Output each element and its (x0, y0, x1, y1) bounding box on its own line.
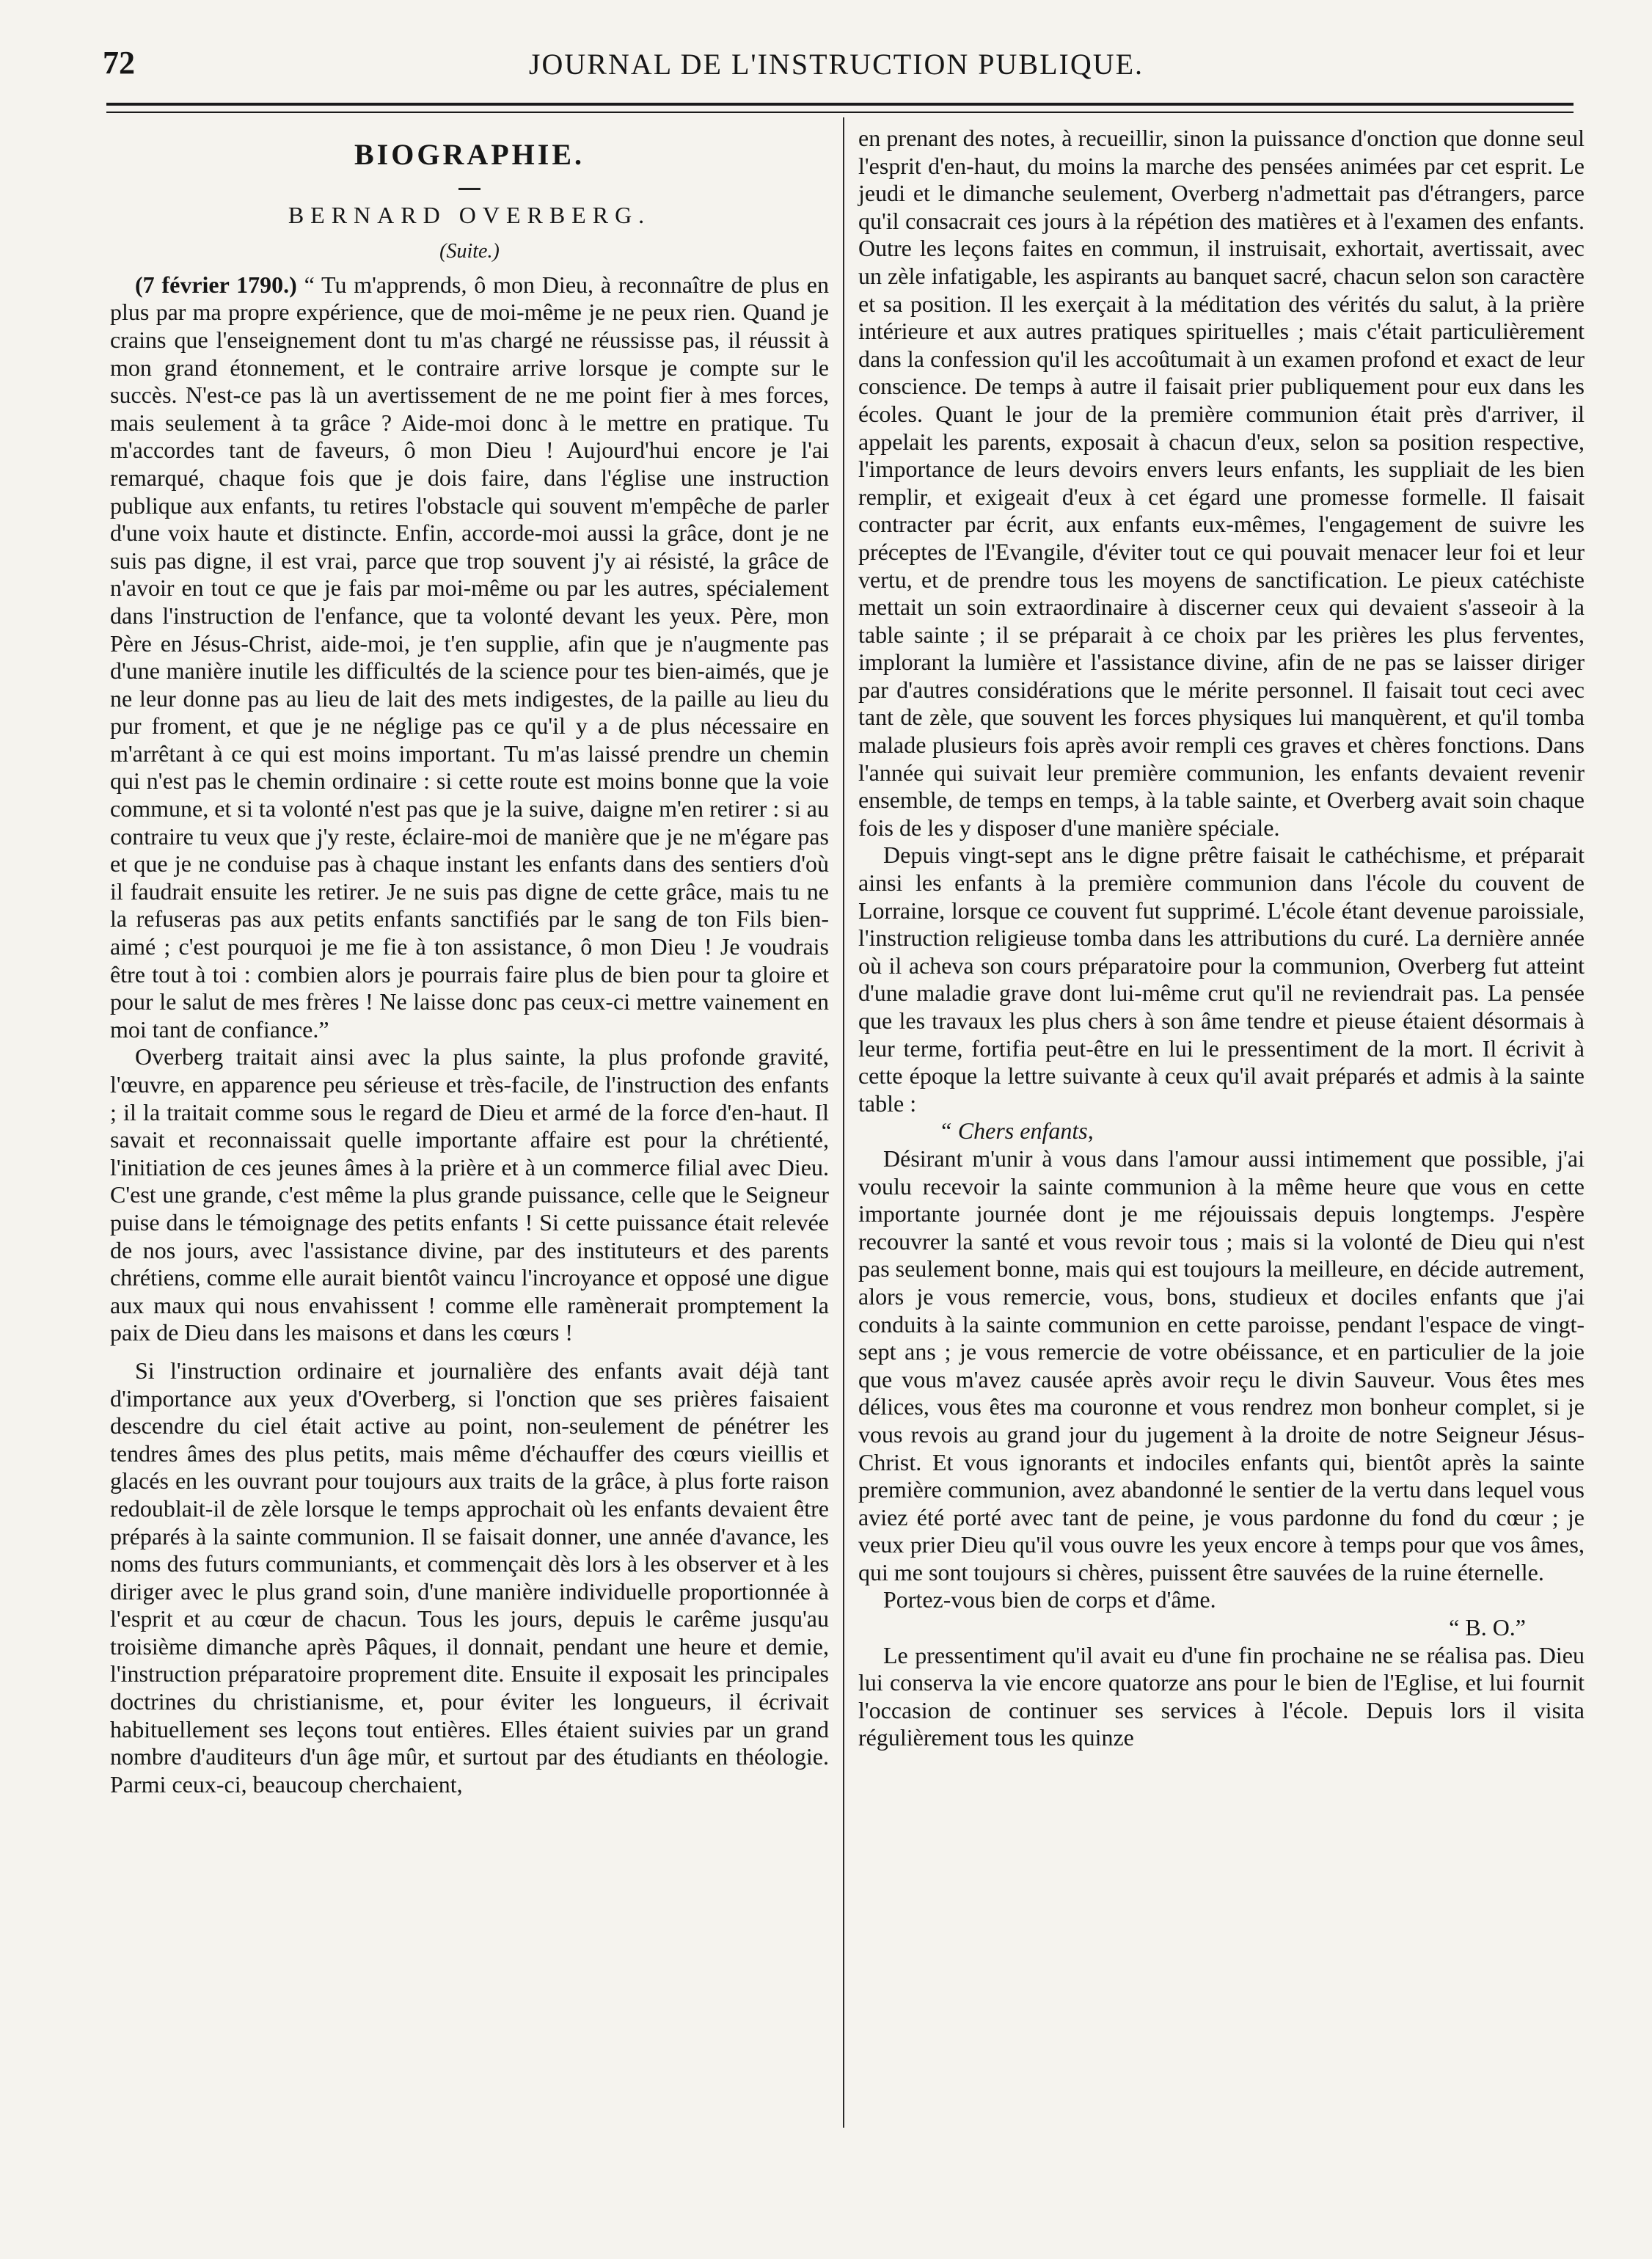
right-column (858, 125, 1585, 1752)
paragraph: en prenant des notes, à recueillir, sinon la puissance d'onction que donne seul l'esprit d'en-haut, du moins la marche des pensées animées par cet esprit. Le jeudi et le dimanche seulement, Overberg n'admettait pas d'étrangers, parce qu'il consacrait ces jours à la répétion des matières et à l'examen des enfants. Outre les leçons faites en commun, il instruisait, exhortait, avertissait, avec un zèle infatigable, les aspirants au banquet sacré, chacun selon son caractère et sa position. Il les exerçait à la méditation des vérités du salut, à la prière intérieure et aux autres pratiques spirituelles ; mais c'était particulièrement dans la confession qu'il les accoûtumait à un examen profond et exact de leur conscience. De temps à autre il faisait prier publiquement pour eux dans les écoles. Quant le jour de la première communion était près d'arriver, il appelait les parents, exposait à chacun d'eux, selon sa position respective, l'importance de leurs devoirs envers leurs enfants, les suppliait de les bien remplir, et exigeait d'eux à cet égard une promesse formelle. Il faisait contracter par écrit, aux enfants eux-mêmes, l'engagement de suivre les préceptes de l'Evangile, d'éviter tout ce qui pouvait menacer leur foi et leur vertu, et de prendre tous les moyens de sanctification. Le pieux catéchiste mettait un soin extraordinaire à discerner ceux qui devaient s'asseoir à la table sainte ; il se préparait à ce choix par les prières les plus ferventes, implorant la lumière et l'assistance divine, afin de ne pas se laisser diriger par d'autres considérations que le mérite personnel. Il faisait tout ceci avec tant de zèle, que souvent les forces physiques lui manquèrent, et qu'il tomba malade plusieurs fois après avoir rempli ces graves et chères fonctions. Dans l'année qui suivait leur première communion, les enfants devaient revenir ensemble, de temps en temps, à la table sainte, et Overberg avait soin chaque fois de les y disposer d'une manière spéciale. (858, 125, 1585, 841)
paragraph: Le pressentiment qu'il avait eu d'une fin prochaine ne se réalisa pas. Dieu lui conserva la vie encore quatorze ans pour le bien de l'Eglise, et lui fournit l'occasion de continuer ses services à l'école. Depuis lors il visita régulièrement tous les quinze (858, 1641, 1585, 1751)
paragraph (110, 271, 829, 1044)
paragraph: Depuis vingt-sept ans le digne prêtre faisait le cathéchisme, et préparait ainsi les enfants à la première communion dans l'école du couvent de Lorraine, lorsque ce couvent fut supprimé. L'école étant devenue paroissiale, l'instruction religieuse tomba dans les attributions du curé. La dernière année où il acheva son cours préparatoire pour la communion, Overberg fut atteint d'une maladie grave dont lui-même crut qu'il ne reviendrait pas. La pensée que les travaux les plus chers à son âme tendre et pieuse étaient désormais à leur terme, fortifia peut-être en lui le pressentiment de la mort. Il écrivit à cette époque la lettre suivante à ceux qu'il avait préparés et admis à la sainte table : (858, 842, 1585, 1117)
paragraph: Désirant m'unir à vous dans l'amour aussi intimement que possible, j'ai voulu recevoir la sainte communion à la même heure que vous en cette importante journée dont je me réjouissais depuis longtemps. J'espère recouvrer la santé et vous revoir tous ; mais si la volonté de Dieu qui n'est pas seulement bonne, mais qui est toujours la meilleure, en décide autrement, alors je vous remercie, vous, bons, studieux et dociles enfants que j'ai conduits à la sainte communion en cette paroisse, pendant l'espace de vingt-sept ans ; je vous remercie de votre obéissance, et en particulier de la joie que vous m'avez causée après avoir reçu le divin Sauveur. Vous êtes mes délices, vous êtes ma couronne et vous rendrez mon bonheur complet, si je vous revois au grand jour du jugement à la droite de notre Seigneur Jésus-Christ. Et vous ignorants et indociles enfants qui, bientôt après la sainte première communion, avez abandonné le sentier de la vertu dans lequel vous aviez été porté avec tant de peine, je vous pardonne du fond du cœur ; je veux prier Dieu qu'il vous ouvre les yeux encore à temps pour que vos âmes, qui me sont toujours si chères, puissent être sauvées de la ruine éternelle. (858, 1145, 1585, 1585)
journal-title: JOURNAL DE L'INSTRUCTION PUBLIQUE. (528, 48, 1144, 81)
biography-subject: BERNARD OVERBERG. (288, 201, 651, 228)
letter-salutation: “ Chers enfants, (939, 1117, 1094, 1145)
header-rule-thick (106, 103, 1574, 106)
column-divider (843, 117, 844, 2128)
letter-signature: “ B. O.” (1449, 1614, 1526, 1641)
paragraph-text: “ Tu m'apprends, ô mon Dieu, à reconnaître de plus en plus par ma propre expérience, que de moi-même je ne peux rien. Quand je crains que l'enseignement dont tu m'as chargé ne réussisse pas, il réussit à mon grand étonnement, et le contraire arrive lorsque je compte sur le succès. N'est-ce pas là un avertissement de ne me point fier à mes forces, mais seulement à ta grâce ? Aide-moi donc à le mettre en pratique. Tu m'accordes tant de faveurs, ô mon Dieu ! Aujourd'hui encore je l'ai remarqué, chaque fois que je dois faire, dans l'église une instruction publique aux enfants, tu retires l'obstacle qui souvent m'empêche de parler d'une voix haute et distincte. Enfin, accorde-moi aussi la grâce, dont je ne suis pas digne, il est vrai, parce que trop souvent j'y ai résisté, la grâce de n'avoir en tout ce que je fais par moi-même ou par les autres, spécialement dans l'instruction de l'enfance, que ta volonté devant les yeux. Père, mon Père en Jésus-Christ, aide-moi, je t'en supplie, afin que je n'augmente pas d'une manière inutile les difficultés de la science pour tes bien-aimés, que je ne leur donne pas au lieu de lait des mets indigestes, de la paille au lieu du pur froment, et que je ne néglige pas ce qu'il y a de plus nécessaire en m'arrêtant à ce qui est moins important. Tu m'as laissé prendre un chemin qui n'est pas le chemin ordinaire : si cette route est moins bonne que la voie commune, et si ta volonté n'est pas que je la suive, daigne m'en retirer : si au contraire tu veux que j'y reste, éclaire-moi de manière que je ne m'égare pas et que je ne conduise pas à chaque instant les enfants dans des sentiers d'où il faudrait ensuite les retirer. Je ne suis pas digne de cette grâce, mais tu ne la refuseras pas aux petits enfants sanctifiés par le sang de ton Fils bien-aimé ; c'est pourquoi je me fie à ton assistance, ô mon Dieu ! Je voudrais être tout à toi : combien alors je pourrais faire plus de bien pour ta gloire et pour le salut de mes frères ! Ne laisse donc pas ceux-ci mettre vainement en moi tant de confiance.” (110, 271, 830, 1043)
left-column (110, 125, 829, 1798)
page-number: 72 (103, 45, 135, 81)
entry-date: (7 février 1790.) (135, 271, 297, 298)
page-header (103, 44, 1570, 95)
paragraph: Si l'instruction ordinaire et journalière des enfants avait déjà tant d'importance aux yeux d'Overberg, si l'onction que ses prières faisaient descendre du ciel était active au point, non-seulement de pénétrer les tendres âmes des plus petits, mais même d'échauffer des cœurs vieillis et glacés en les ouvrant pour toujours aux traits de la grâce, à plus forte raison redoublait-il de zèle lorsque le temps approchait où les enfants devaient être préparés à la sainte communion. Il se faisait donner, une année d'avance, les noms des futurs communiants, et commençait dès lors à les observer et à les diriger avec le plus grand soin, d'une manière individuelle proportionnée à l'esprit et au cœur de chacun. Tous les jours, depuis le carême jusqu'au troisième dimanche après Pâques, il donnait, pendant une heure et demie, l'instruction préparatoire proprement dite. Ensuite il exposait les principales doctrines du christianisme, et, pour éviter les longueurs, il écrivait habituellement ses leçons tout entières. Elles étaient suivies par un grand nombre d'auditeurs d'un âge mûr, et surtout par des étudiants en théologie. Parmi ceux-ci, beaucoup cherchaient, (110, 1357, 829, 1798)
paragraph: Portez-vous bien de corps et d'âme. (883, 1586, 1216, 1613)
section-title: BIOGRAPHIE. (354, 138, 585, 171)
header-rule-thin (106, 112, 1574, 113)
title-dash (458, 188, 480, 190)
continued-label: (Suite.) (439, 240, 500, 263)
paragraph: Overberg traitait ainsi avec la plus sainte, la plus profonde gravité, l'œuvre, en apparence peu sérieuse et très-facile, de l'instruction des enfants ; il la traitait comme sous le regard de Dieu et armé de la force d'en-haut. Il savait et reconnaissait quelle importante affaire est pour la chrétienté, l'initiation de ces jeunes âmes à la prière et à un commerce filial avec Dieu. C'est une grande, c'est même la plus grande puissance, celle que le Seigneur puise dans le témoignage des petits enfants ! Si cette puissance était relevée de nos jours, avec l'assistance divine, par des instituteurs et des parents chrétiens, comme elle aurait bientôt vaincu l'incroyance et opposé une digue aux maux qui nous envahissent ! comme elle ramènerait promptement la paix de Dieu dans les maisons et dans les cœurs ! (110, 1043, 829, 1346)
